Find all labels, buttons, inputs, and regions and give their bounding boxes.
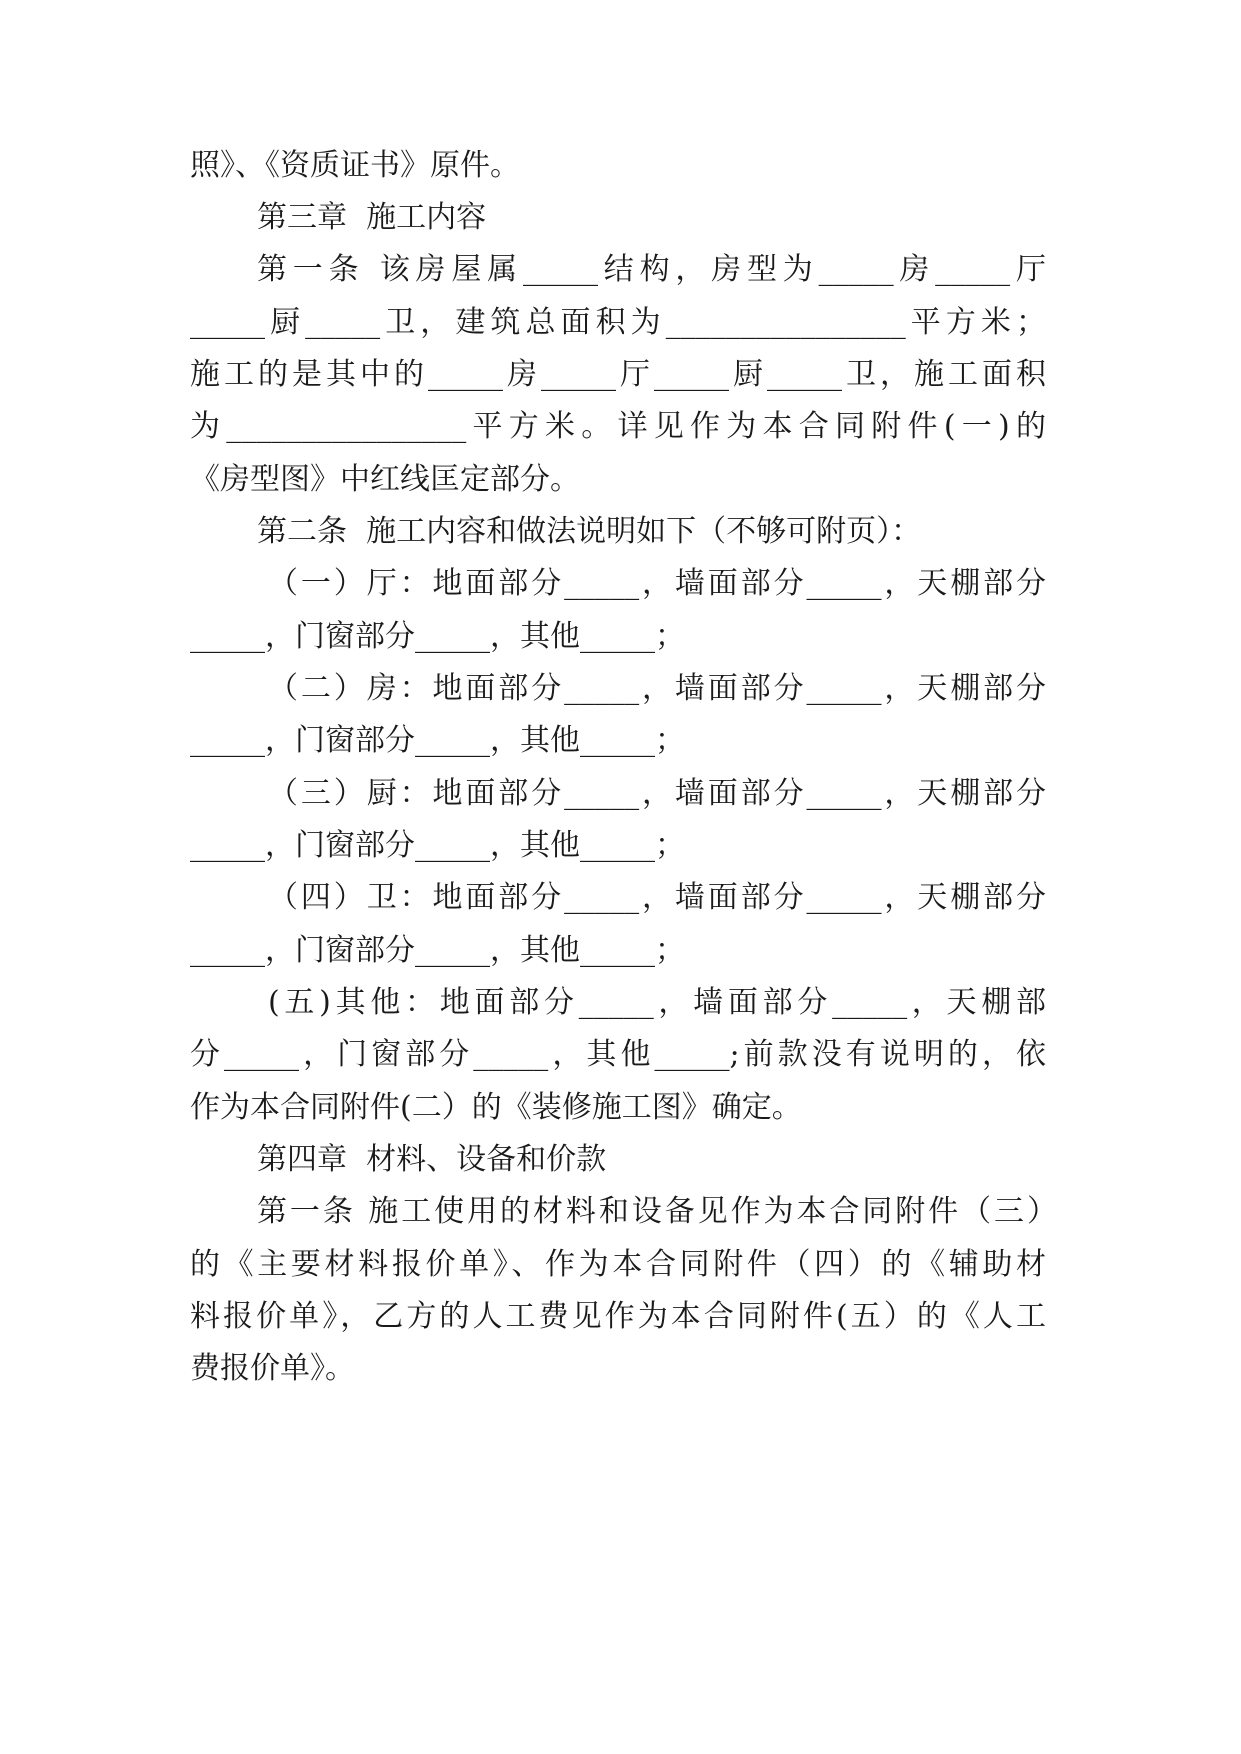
text-line: （二）房：地面部分_____，墙面部分_____，天棚部分 — [268, 671, 1046, 706]
text-line: （四）卫：地面部分_____，墙面部分_____，天棚部分 — [268, 880, 1046, 915]
text-line: 照》、《资质证书》原件。 — [190, 148, 520, 183]
text-line: 费报价单》。 — [190, 1351, 355, 1386]
text-line: _____，门窗部分_____，其他_____； — [190, 723, 685, 758]
text-line: _____厨_____卫，建筑总面积为________________平方米； — [190, 305, 1046, 340]
text-line: _____，门窗部分_____，其他_____； — [190, 933, 685, 968]
text-line: 分_____，门窗部分_____，其他_____;前款没有说明的，依 — [190, 1037, 1046, 1072]
text-line: 作为本合同附件(二）的《装修施工图》确定。 — [190, 1090, 802, 1125]
text-line: 施工的是其中的_____房_____厅_____厨_____卫，施工面积 — [190, 357, 1046, 392]
text-line: _____，门窗部分_____，其他_____； — [190, 828, 685, 863]
text-line: （一）厅：地面部分_____，墙面部分_____，天棚部分 — [268, 566, 1046, 601]
text-line: （三）厨：地面部分_____，墙面部分_____，天棚部分 — [268, 776, 1046, 811]
text-line: 第一条 该房屋属_____结构，房型为_____房_____厅 — [257, 252, 1046, 287]
chapter-heading: 第四章 材料、设备和价款 — [257, 1142, 607, 1177]
text-line: (五)其他：地面部分_____，墙面部分_____，天棚部 — [268, 985, 1046, 1020]
text-line: 《房型图》中红线匡定部分。 — [190, 462, 580, 497]
text-line: 的《主要材料报价单》、作为本合同附件（四）的《辅助材 — [190, 1247, 1046, 1282]
text-line: _____，门窗部分_____，其他_____； — [190, 619, 685, 654]
chapter-heading: 第三章 施工内容 — [257, 200, 487, 235]
text-line: 料报价单》，乙方的人工费见作为本合同附件(五）的《人工 — [190, 1299, 1046, 1334]
text-line: 第二条 施工内容和做法说明如下（不够可附页）： — [257, 514, 922, 549]
text-line: 第一条 施工使用的材料和设备见作为本合同附件（三） — [257, 1194, 1057, 1229]
text-line: 为________________平方米。详见作为本合同附件(一)的 — [190, 409, 1046, 444]
